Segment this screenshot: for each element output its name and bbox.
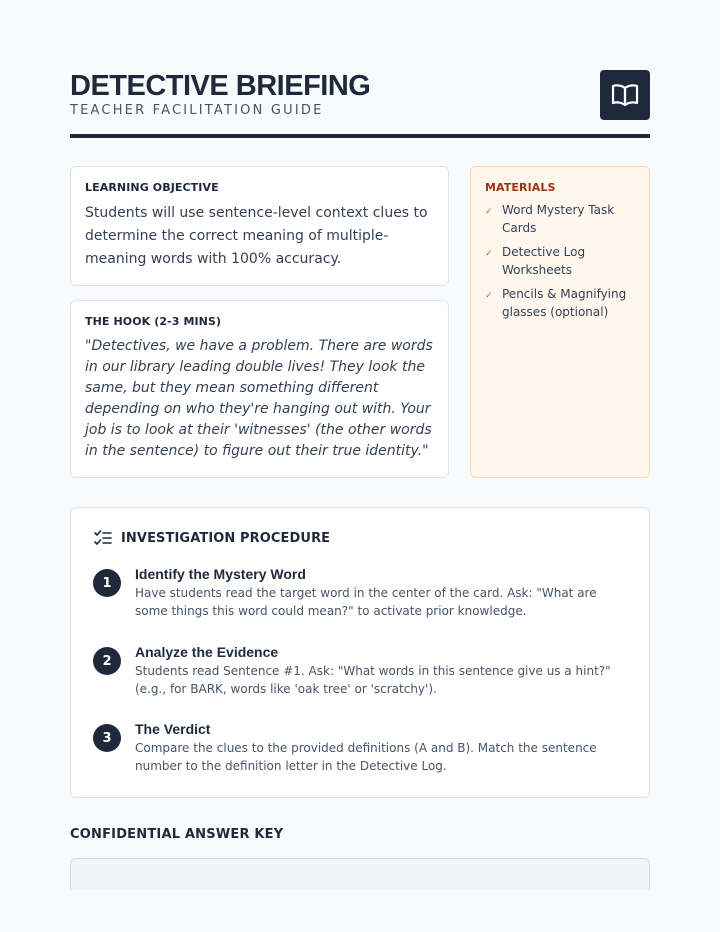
page-bottom-cutoff [0,890,720,932]
page-header [70,70,650,138]
step-title: Identify the Mystery Word [135,566,306,582]
materials-label: MATERIALS [485,181,556,194]
page-subtitle: TEACHER FACILITATION GUIDE [70,103,324,118]
objective-label: LEARNING OBJECTIVE [85,181,219,194]
procedure-title: INVESTIGATION PROCEDURE [121,530,331,546]
step-title: Analyze the Evidence [135,644,279,660]
answer-key-label: CONFIDENTIAL ANSWER KEY [70,827,284,842]
checklist-icon [93,528,113,548]
check-icon: ✓ [485,207,493,217]
open-book-button[interactable] [600,70,650,120]
hook-text: "Detectives, we have a problem. There are words in our library leading double lives! They look the same, but they mean something different depending on who they're hanging out with. Your job is to look at their 'witnesses' (the other words in the sentence) to figure out their true identity." [85,338,433,459]
materials-item [485,285,635,321]
investigation-procedure-card [70,507,650,798]
materials-item [485,243,635,279]
page-title: DETECTIVE BRIEFING [70,70,371,102]
objective-text: Students will use sentence-level context clues to determine the correct meaning of multiple-meaning words with 100% accuracy. [85,205,428,267]
materials-card [470,166,650,478]
materials-item-label: Pencils & Magnifying glasses (optional) [502,287,627,319]
hook-card [70,300,449,478]
materials-item-label: Word Mystery Task Cards [502,203,615,235]
check-icon: ✓ [485,249,493,259]
procedure-header [93,528,627,548]
open-book-icon [611,82,639,108]
step-description: Have students read the target word in the center of the card. Ask: "What are some things this word could mean?" to activate prior knowledge. [135,586,597,618]
step-body [135,643,629,698]
step-number-badge: 1 [93,569,121,597]
materials-item-label: Detective Log Worksheets [502,245,586,277]
step-body [135,720,629,775]
step-number-badge: 3 [93,724,121,752]
step-number-badge: 2 [93,647,121,675]
hook-label: THE HOOK (2-3 MINS) [85,315,222,328]
learning-objective-card [70,166,449,286]
step-body [135,565,629,620]
step-title: The Verdict [135,721,211,737]
step-description: Students read Sentence #1. Ask: "What words in this sentence give us a hint?" (e.g., for BARK, words like 'oak tree' or 'scratchy'). [135,664,611,696]
step-description: Compare the clues to the provided definitions (A and B). Match the sentence number to the definition letter in the Detective Log. [135,741,597,773]
materials-item [485,201,635,237]
materials-list [485,201,635,321]
check-icon: ✓ [485,291,493,301]
